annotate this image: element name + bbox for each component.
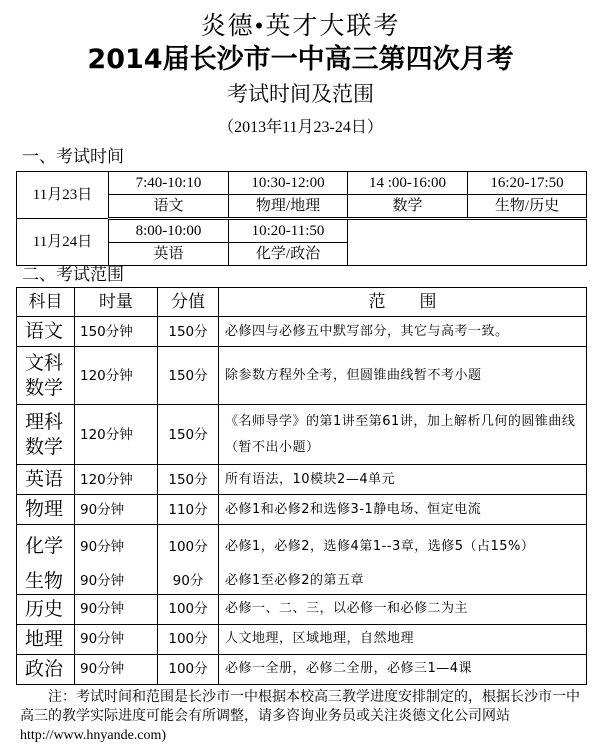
duration: 90分钟	[75, 624, 158, 654]
score: 100分	[158, 624, 219, 654]
time-cell: 10:30-12:00	[229, 172, 348, 195]
subject-cell: 英语	[109, 243, 229, 266]
score: 150分	[158, 347, 219, 405]
table-row	[17, 594, 587, 624]
range: 所有语法，10模块2—4单元	[219, 465, 587, 495]
duration: 120分钟	[75, 465, 158, 495]
table-row	[17, 405, 587, 465]
duration: 150分钟	[75, 317, 158, 347]
page-title: 2014届长沙市一中高三第四次月考	[87, 44, 514, 75]
subject: 政治	[17, 654, 75, 684]
subject-cell: 语文	[109, 195, 229, 219]
score: 110分	[158, 495, 219, 525]
schedule-table	[16, 171, 587, 266]
footnote-text: 注：考试时间和范围是长沙市一中根据本校高三教学进度安排制定的，根据长沙市一中高三的教学实际进度可能会有所调整，请多咨询业务员或关注炎德文化公司网站	[20, 689, 580, 724]
time-cell: 7:40-10:10	[109, 172, 229, 195]
subject: 化学	[17, 525, 75, 569]
footnote	[20, 688, 586, 745]
time-cell: 16:20-17:50	[468, 172, 587, 195]
score: 150分	[158, 405, 219, 465]
duration: 90分钟	[75, 525, 158, 569]
table-row	[17, 624, 587, 654]
section-title-schedule: 一、考试时间	[22, 147, 124, 167]
table-row	[17, 569, 587, 595]
range: 必修一全册，必修二全册，必修三1—4课	[219, 654, 587, 684]
table-row	[17, 525, 587, 569]
score: 90分	[158, 569, 219, 595]
time-cell: 14 :00-16:00	[348, 172, 468, 195]
website-link[interactable]: http://www.hnyande.com)	[20, 728, 167, 743]
duration: 120分钟	[75, 347, 158, 405]
table-row	[17, 465, 587, 495]
range: 《名师导学》的第1讲至第61讲，加上解析几何的圆锥曲线（暂不出小题）	[219, 405, 587, 465]
time-cell: 10:20-11:50	[229, 219, 348, 243]
section-title-scope: 二、考试范围	[22, 265, 124, 285]
table-row	[17, 654, 587, 684]
duration: 90分钟	[75, 594, 158, 624]
range: 人文地理，区域地理，自然地理	[219, 624, 587, 654]
subject-cell: 物理/地理	[229, 195, 348, 219]
subject: 语文	[17, 317, 75, 347]
subject-cell: 生物/历史	[468, 195, 587, 219]
table-row	[17, 347, 587, 405]
range: 必修四与必修五中默写部分，其它与高考一致。	[219, 317, 587, 347]
score: 150分	[158, 317, 219, 347]
header-subject: 科目	[17, 288, 75, 317]
subject: 历史	[17, 594, 75, 624]
table-row	[17, 495, 587, 525]
duration: 90分钟	[75, 569, 158, 595]
range: 必修1至必修2的第五章	[219, 569, 587, 595]
subject-cell: 数学	[348, 195, 468, 219]
duration: 90分钟	[75, 654, 158, 684]
header-score: 分值	[158, 288, 219, 317]
subject-cell: 化学/政治	[229, 243, 348, 266]
subject: 地理	[17, 624, 75, 654]
header-brand: 炎德•英才大联考	[200, 13, 401, 40]
date-cell: 11月23日	[17, 172, 109, 219]
scope-table	[16, 287, 587, 685]
empty-cell	[348, 219, 587, 266]
page-subtitle: 考试时间及范围	[227, 82, 374, 106]
score: 100分	[158, 594, 219, 624]
score: 100分	[158, 654, 219, 684]
header-range: 范 围	[219, 288, 587, 317]
score: 100分	[158, 525, 219, 569]
range: 必修一、二、三，以必修一和必修二为主	[219, 594, 587, 624]
subject: 英语	[17, 465, 75, 495]
date-range: （2013年11月23-24日）	[218, 119, 383, 136]
time-cell: 8:00-10:00	[109, 219, 229, 243]
score: 150分	[158, 465, 219, 495]
range: 必修1和必修2和选修3-1静电场、恒定电流	[219, 495, 587, 525]
subject: 物理	[17, 495, 75, 525]
table-row	[17, 317, 587, 347]
range: 必修1，必修2，选修4第1--3章，选修5（占15%）	[219, 525, 587, 569]
header-time: 时量	[75, 288, 158, 317]
subject: 理科数学	[17, 405, 75, 465]
subject: 生物	[17, 569, 75, 595]
range: 除参数方程外全考，但圆锥曲线暂不考小题	[219, 347, 587, 405]
duration: 120分钟	[75, 405, 158, 465]
date-cell: 11月24日	[17, 219, 109, 266]
subject: 文科数学	[17, 347, 75, 405]
duration: 90分钟	[75, 495, 158, 525]
